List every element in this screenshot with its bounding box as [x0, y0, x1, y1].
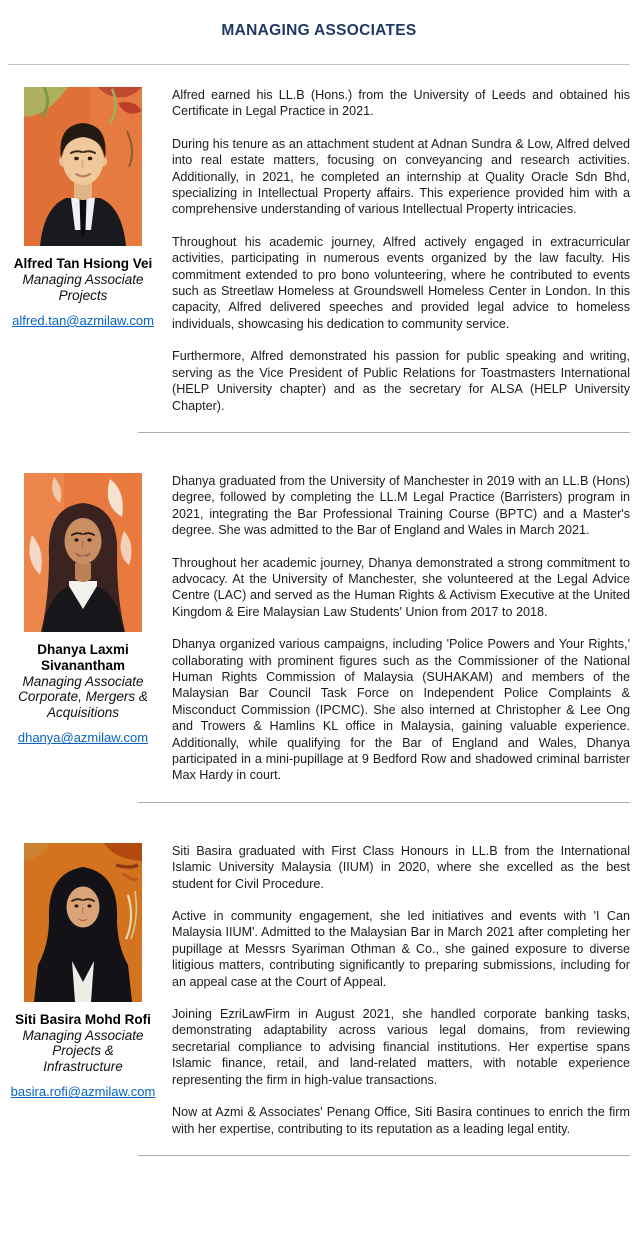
- page-title: MANAGING ASSOCIATES: [221, 22, 417, 39]
- bio-paragraph: Throughout his academic journey, Alfred actively engaged in extracurricular activities, participating in numerous events organized by the law faculty. His commitment extended to pro bono volunteering, where he contributed to events such as Streetlaw Homeless at Groundswell Homeless Center in London. In this capacity, Alfred delivered speeches and provided legal advice to homeless individuals, showcasing his dedication to community service.: [172, 234, 630, 331]
- section-divider: [138, 432, 630, 433]
- profile-role: [8, 272, 158, 303]
- profile-card: [8, 843, 158, 1137]
- profile-role: [8, 674, 158, 721]
- bio-paragraph: Alfred earned his LL.B (Hons.) from the University of Leeds and obtained his Certificate in Legal Practice in 2021.: [172, 88, 630, 119]
- role-line: Managing Associate: [22, 272, 144, 287]
- profile-photo: [24, 843, 142, 1002]
- profile-bio: [172, 87, 630, 414]
- role-line: Acquisitions: [46, 704, 120, 720]
- role-line: Corporate, Mergers &: [18, 689, 148, 705]
- bio-paragraph: Throughout her academic journey, Dhanya demonstrated a strong commitment to advocacy. At the University of Manchester, she volunteered at the Legal Advice Centre (LAC) and served as the Human Rights & Activism Executive at the United Kingdom & Eire Malaysian Law Students' Union from 2017 to 2018.: [172, 555, 630, 619]
- profile-section-siti-basira: [0, 821, 638, 1137]
- profile-email-link[interactable]: basira.rofi@azmilaw.com: [10, 1084, 156, 1100]
- bio-paragraph: Furthermore, Alfred demonstrated his passion for public speaking and writing, serving as the Vice President of Public Relations for Toastmasters International (HELP University chapter) and as the secretary for ALSA (HELP University Chapter).: [172, 349, 630, 413]
- bio-paragraph: During his tenure as an attachment student at Adnan Sundra & Low, Alfred delved into real estate matters, focusing on conveyancing and research activities. Additionally, in 2021, he completed an internship at Quality Oracle Sdn Bhd, specializing in Intellectual Property affairs. This experience provided him with a comprehensive understanding of various Intellectual Property intricacies.: [172, 136, 630, 217]
- bio-paragraph: Siti Basira graduated with First Class Honours in LL.B from the International Islamic University Malaysia (IIUM) in 2020, where she excelled as the best student for Civil Procedure.: [172, 843, 630, 891]
- bio-paragraph: Dhanya organized various campaigns, including 'Police Powers and Your Rights,' collaborating with prominent figures such as the Commissioner of the National Human Rights Commission of Malaysia (SUHAKAM) and members of the Malaysian Bar Council Task Force on Independent Police Complaints & Misconduct Commission (IPCMC). She also interned at Christopher & Lee Ong and Trowers & Hamlins KL office in Malaysia, gaining valuable experience. Additionally, while qualifying for the Bar of England and Wales, Dhanya participated in a mini-pupillage at 9 Bedford Row and shadowed criminal barrister Max Hardy in court.: [172, 637, 630, 783]
- bio-paragraph: Now at Azmi & Associates' Penang Office, Siti Basira continues to enrich the firm with her expertise, contributing to its reputation as a leading legal entity.: [172, 1105, 630, 1136]
- profile-email-link[interactable]: alfred.tan@azmilaw.com: [12, 313, 154, 328]
- profile-card: [8, 87, 158, 414]
- profile-bio: [172, 473, 630, 784]
- role-line: Projects: [58, 287, 108, 303]
- profile-bio: [172, 843, 630, 1137]
- bio-paragraph: Joining EzriLawFirm in August 2021, she handled corporate banking tasks, demonstrating adaptability across various legal domains, from reviewing secretarial compliance to advising financial institutions. Her expertise spans Islamic finance, retail, and land-related matters, with notable experience representing the firm in high-value transactions.: [172, 1007, 630, 1087]
- profile-email-link[interactable]: dhanya@azmilaw.com: [17, 730, 149, 746]
- profile-photo: [24, 473, 142, 632]
- role-line: Managing Associate: [22, 1027, 144, 1043]
- profile-name: Alfred Tan Hsiong Vei: [13, 256, 153, 271]
- profile-card: [8, 473, 158, 784]
- profile-role: [8, 1028, 158, 1075]
- role-line: Managing Associate: [22, 673, 144, 689]
- profile-photo: [24, 87, 142, 246]
- profile-section-dhanya: [0, 451, 638, 784]
- role-line: Infrastructure: [43, 1058, 123, 1074]
- profile-name: Dhanya Laxmi Sivanantham: [37, 641, 129, 673]
- bio-paragraph: Active in community engagement, she led initiatives and events with 'I Can Malaysia IIUM'. Admitted to the Malaysian Bar in March 2021 after completing her pupillage at Messrs Syariman Othman & Co., she gained exposure to diverse litigious matters, contributing significantly to preparing submissions, including for an appeal case at the Court of Appeal.: [172, 909, 630, 989]
- role-line: Projects &: [52, 1043, 114, 1059]
- section-divider: [138, 802, 630, 803]
- bio-paragraph: Dhanya graduated from the University of Manchester in 2019 with an LL.B (Hons) degree, followed by completing the LL.M Legal Practice (Barristers) program in 2021, integrating the Bar Professional Training Course (BPTC) and a Master's degree. She was admitted to the Bar of England and Wales in March 2021.: [172, 473, 630, 538]
- bottom-divider: [138, 1155, 630, 1156]
- profile-name: Siti Basira Mohd Rofi: [15, 1011, 151, 1027]
- profile-section-alfred: [0, 65, 638, 414]
